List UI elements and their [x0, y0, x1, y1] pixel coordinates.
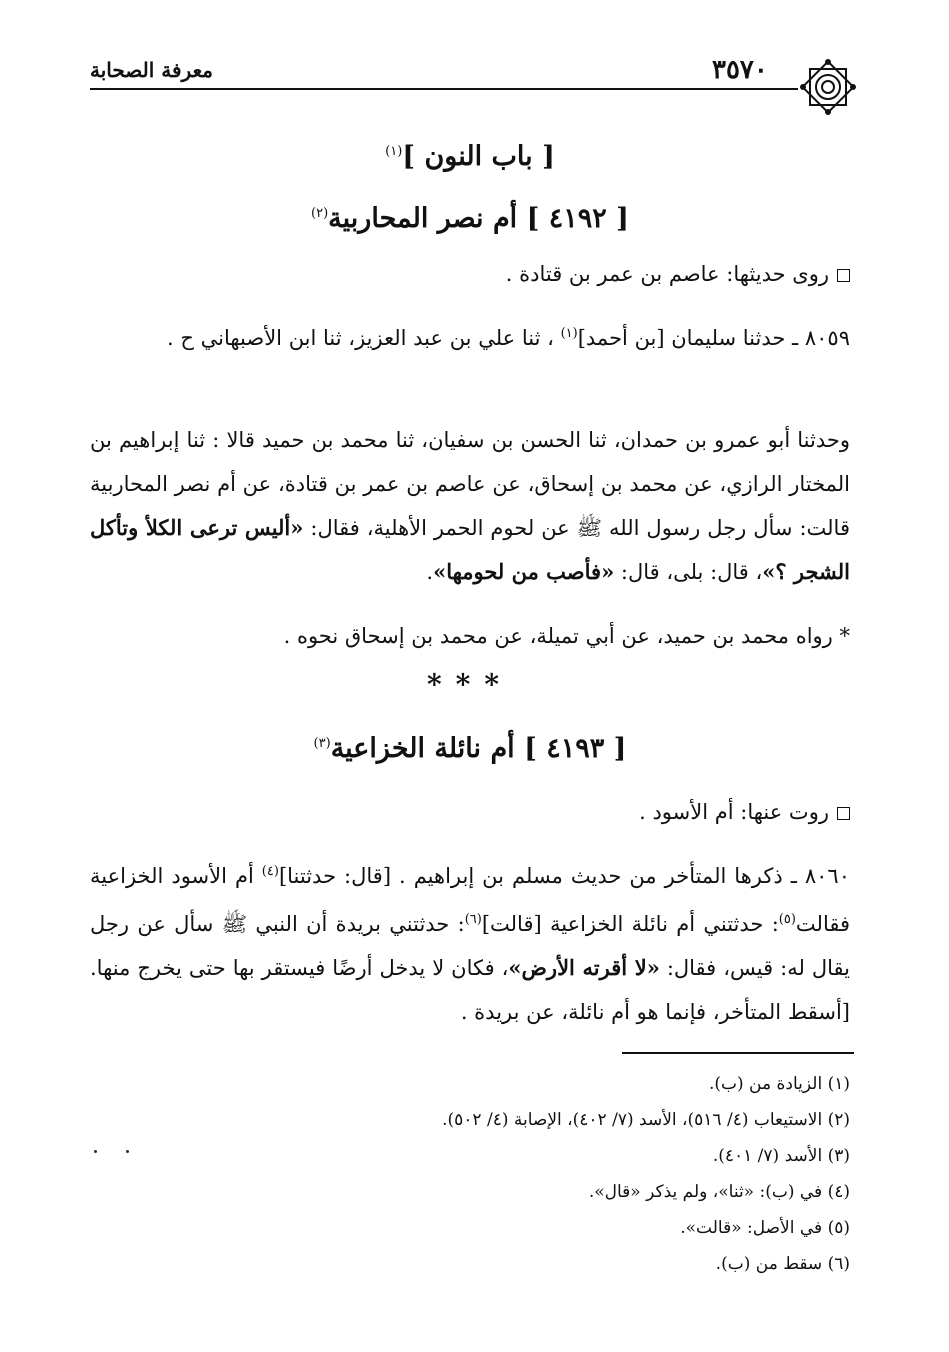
- footnote-6: (٦) سقط من (ب).: [715, 1254, 850, 1274]
- hadith-text-d: : حدثتني بريدة أن النبي ﷺ سأل عن رجل يقال له: قيس، فقال:: [90, 912, 850, 980]
- page-number: ٣٥٧٠: [712, 55, 768, 85]
- entry2-intro: [90, 790, 850, 834]
- footnotes: [90, 1066, 850, 1282]
- hadith-text-end: .: [426, 560, 434, 584]
- entry1-takhrij-note: * رواه محمد بن حميد، عن أبي تميلة، عن محمد بن إسحاق نحوه .: [283, 624, 850, 648]
- hadith-text-a: وحدثنا أبو عمرو بن حمدان، ثنا الحسن بن سفيان، ثنا محمد بن حميد قالا : ثنا إبراهيم بن المختار الرازي، عن محمد بن إسحاق، عن عاصم بن عمر بن قتادة، عن أم نصر المحاربية قالت: سأل رجل رسول الله ﷺ عن لحوم الحمر الأهلية، فقال:: [90, 428, 850, 540]
- entry1-intro-text: روى حديثها: عاصم بن عمر بن قتادة .: [505, 262, 829, 286]
- entry1-intro: [90, 252, 850, 296]
- footnote-4: (٤) في (ب): «ثنا»، ولم يذكر «قال».: [588, 1182, 850, 1202]
- hadith-8059-text: [90, 418, 850, 594]
- chapter-title: [90, 130, 850, 179]
- footnote-rule: [622, 1052, 854, 1054]
- entry-heading-text: [ ٤١٩٣ ] أم نائلة الخزاعية: [330, 733, 627, 764]
- hadith-text-b: أم الأسود الخزاعية فقالت: [90, 864, 851, 936]
- footnote-1: (١) الزيادة من (ب).: [708, 1074, 850, 1094]
- hadith-text-c: : حدثتني أم نائلة الخزاعية [قالت]: [481, 912, 779, 936]
- footnote-ref-4: (٤): [261, 864, 279, 879]
- scan-speck: [126, 1150, 129, 1153]
- prophetic-quote-1: «أليس ترعى الكلأ وتأكل الشجر ؟»: [90, 515, 850, 584]
- chain-text-a: ٨٠٥٩ ـ حدثنا سليمان [بن أحمد]: [577, 326, 850, 350]
- footnote-ref-5: (٥): [778, 912, 796, 927]
- square-bullet-icon: [837, 269, 850, 282]
- scan-speck: [94, 1150, 97, 1153]
- running-title: معرفة الصحابة: [90, 58, 213, 82]
- entry-heading-4192: [90, 192, 850, 241]
- chapter-title-note: (١): [385, 144, 403, 159]
- hadith-8060-text: [90, 850, 850, 1034]
- prophetic-quote: «لا أقرته الأرض»: [508, 955, 660, 980]
- entry-heading-note: (٢): [311, 206, 329, 221]
- footnote-3: (٣) الأسد (٧/ ٤٠١).: [712, 1146, 850, 1166]
- entry2-intro-text: روت عنها: أم الأسود .: [639, 800, 829, 824]
- footnote-2: (٢) الاستيعاب (٤/ ٥١٦)، الأسد (٧/ ٤٠٢)، الإصابة (٤/ ٥٠٢).: [442, 1110, 850, 1130]
- hadith-text-e: ، فكان لا يدخل أرضًا فيستقر بها حتى يخرج منها. [أسقط المتأخر، فإنما هو أم نائلة، عن بريدة .: [90, 956, 850, 1024]
- chain-text-b: ، ثنا علي بن عبد العزيز، ثنا ابن الأصبهاني ح .: [167, 326, 561, 350]
- entry-heading-note: (٣): [313, 736, 331, 751]
- entry-heading-4193: [90, 722, 850, 771]
- chapter-title-text: [ باب النون ]: [402, 141, 555, 172]
- footnote-ref-1: (١): [560, 326, 578, 341]
- entry-heading-text: [ ٤١٩٢ ] أم نصر المحاربية: [328, 203, 629, 234]
- square-bullet-icon: [837, 807, 850, 820]
- header-rule: [90, 88, 798, 90]
- footnote-5: (٥) في الأصل: «قالت».: [680, 1218, 850, 1238]
- hadith-8059-chain: [90, 312, 850, 360]
- prophetic-quote-2: «فأصب من لحومها»: [433, 559, 615, 584]
- footnote-ref-6: (٦): [464, 912, 482, 927]
- hadith-text-mid: ، قال: بلى، قال:: [620, 560, 763, 584]
- hadith-text-a: ٨٠٦٠ ـ ذكرها المتأخر من حديث مسلم بن إبراهيم . [قال: حدثتنا]: [278, 864, 850, 888]
- section-separator: ***: [427, 668, 513, 701]
